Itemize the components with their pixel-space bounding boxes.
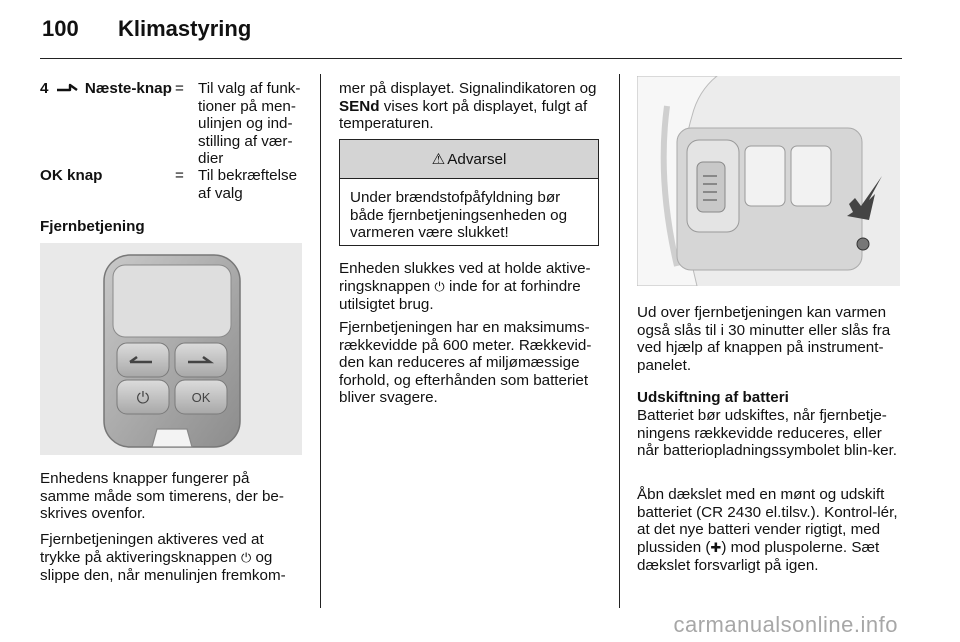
definition-term bbox=[40, 80, 172, 98]
middle-paragraph-3: Fjernbetjeningen har en maksimums-rækkevidde på 600 meter. Rækkevid-den kan reduceres af miljømæssige forhold, og efterhånden som batteriet bliver svagere. bbox=[339, 319, 592, 407]
warning-header bbox=[340, 140, 598, 179]
para-text: Enheden slukkes ved at holde aktive-ringsknappen bbox=[339, 260, 591, 295]
middle-paragraph-1 bbox=[339, 80, 603, 133]
send-indicator: SENd bbox=[339, 97, 380, 115]
definition-term bbox=[40, 167, 102, 185]
column-divider-2 bbox=[619, 74, 620, 608]
remote-control-figure bbox=[40, 243, 302, 455]
equals-sign: = bbox=[175, 80, 184, 97]
para-text: Fjernbetjeningen aktiveres ved at trykke på aktiveringsknappen bbox=[40, 531, 264, 566]
dashboard-illustration bbox=[637, 76, 900, 286]
watermark: carmanualsonline.info bbox=[673, 612, 898, 637]
heater-button bbox=[857, 238, 869, 250]
para-text: vises kort på displayet, fulgt af temperaturen. bbox=[339, 97, 588, 133]
para-text: mer på displayet. Signalindikatoren og bbox=[339, 80, 597, 97]
warning-box bbox=[339, 139, 599, 246]
plus-icon: ✚ bbox=[710, 540, 722, 556]
definition-row-ok-button bbox=[40, 167, 304, 203]
arrow-right-icon bbox=[56, 80, 78, 98]
warning-body: Under brændstofpåfyldning bør både fjernbetjeningsenheden og varmeren være slukket! bbox=[350, 189, 568, 242]
term-label: Næste-knap bbox=[84, 80, 172, 97]
para-text: ) mod pluspolerne. Sæt dækslet forsvarligt på igen. bbox=[637, 538, 880, 575]
warning-icon: ⚠ bbox=[431, 150, 446, 168]
page-title: Klimastyring bbox=[118, 16, 252, 41]
para-text: inde for at forhindre utilsigtet brug. bbox=[339, 277, 581, 314]
left-paragraph-1: Enhedens knapper fungerer på samme måde som timerens, der be-skrives ovenfor. bbox=[40, 470, 284, 523]
middle-paragraph-2 bbox=[339, 260, 603, 314]
ok-button bbox=[175, 380, 227, 414]
page-number: 100 bbox=[42, 16, 79, 41]
equals-sign: = bbox=[175, 167, 184, 184]
next-button bbox=[175, 343, 227, 377]
right-paragraph-2: Batteriet bør udskiftes, når fjernbetje-ningens rækkevidde reduceres, eller når batteriopladningssymbolet blin-ker. bbox=[637, 407, 898, 460]
definition-description: Til valg af funk-tioner på men-ulinjen og ind-stilling af vær-dier bbox=[198, 80, 301, 168]
prev-button bbox=[117, 343, 169, 377]
term-number: 4 bbox=[40, 80, 49, 97]
power-button bbox=[117, 380, 169, 414]
power-icon: ⏻ bbox=[240, 550, 252, 566]
dashboard-button-figure bbox=[637, 76, 900, 286]
section-heading-remote: Fjernbetjening bbox=[40, 218, 145, 235]
header-rule bbox=[40, 58, 902, 59]
right-heading-battery: Udskiftning af batteri bbox=[637, 389, 789, 406]
term-number: OK knap bbox=[40, 167, 103, 184]
para-text: og slippe den, når menulinjen fremkom- bbox=[40, 548, 286, 585]
remote-control-illustration bbox=[40, 243, 302, 455]
para-text: Åbn dækslet med en mønt og udskift batteriet (CR 2430 el.tilsv.). Kontrol-lér, at det nye batteri vender rigtigt, med plussiden ( bbox=[637, 486, 898, 556]
left-paragraph-2 bbox=[40, 531, 302, 585]
right-paragraph-1: Ud over fjernbetjeningen kan varmen også slås til i 30 minutter eller slås fra ved hjælp af knappen på instrument-panelet. bbox=[637, 304, 891, 374]
battery-clip bbox=[152, 429, 192, 447]
definition-description: Til bekræftelse af valg bbox=[198, 167, 298, 202]
column-divider-1 bbox=[320, 74, 321, 608]
power-icon: ⏻ bbox=[434, 279, 445, 295]
svg-text:OK: OK bbox=[191, 390, 211, 405]
definition-row-next-button bbox=[40, 80, 304, 168]
svg-text:⏻: ⏻ bbox=[136, 388, 150, 407]
right-paragraph-3 bbox=[637, 486, 903, 575]
warning-title: Advarsel bbox=[447, 150, 507, 168]
